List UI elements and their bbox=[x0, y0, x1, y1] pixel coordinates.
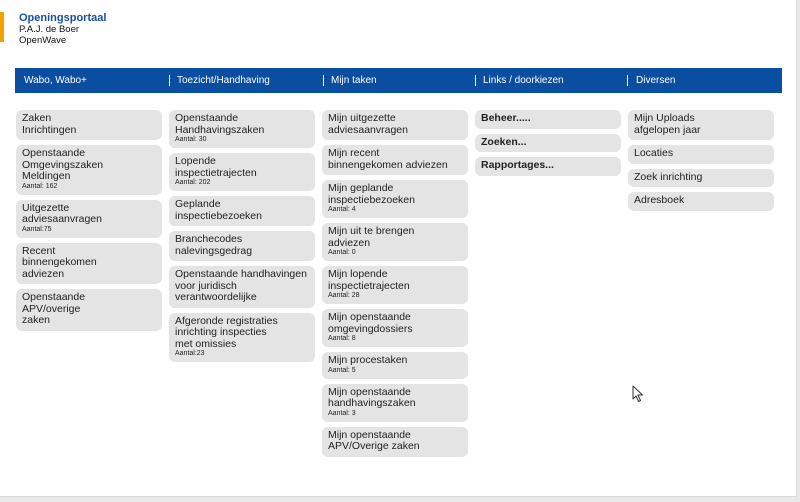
tile-label: Openstaande APV/overige zaken bbox=[22, 291, 86, 326]
portal-tile[interactable] bbox=[628, 110, 774, 140]
tile-label: Mijn uit te brengen adviezen bbox=[328, 225, 415, 249]
tile-label: Mijn lopende inspectietrajecten bbox=[328, 268, 410, 292]
portal-tile[interactable] bbox=[475, 134, 621, 153]
tile-count: Aantal: 202 bbox=[175, 179, 211, 186]
page-header bbox=[19, 12, 106, 46]
tile-count: Aantal:75 bbox=[22, 225, 52, 233]
portal-tile[interactable] bbox=[169, 266, 315, 308]
nav-tab-toezicht[interactable]: Toezicht/Handhaving bbox=[177, 75, 270, 86]
portal-tile[interactable] bbox=[169, 313, 315, 363]
portal-tile[interactable] bbox=[16, 145, 162, 195]
nav-separator bbox=[475, 75, 476, 86]
tile-label: Uitgezette adviesaanvragen bbox=[22, 201, 102, 225]
column-links bbox=[475, 110, 621, 181]
nav-bar bbox=[15, 68, 782, 93]
user-name: P.A.J. de Boer bbox=[19, 24, 80, 35]
tile-label: Lopende inspectietrajecten bbox=[175, 155, 257, 179]
tile-count: Aantal: 4 bbox=[328, 206, 356, 213]
tile-label: Mijn openstaande APV/Overige zaken bbox=[328, 428, 420, 452]
portal-tile[interactable] bbox=[169, 153, 315, 191]
column-mijn-taken bbox=[322, 110, 468, 462]
tile-label: Mijn openstaande omgevingdossiers bbox=[328, 311, 413, 335]
tile-label: Mijn geplande inspectiebezoeken bbox=[328, 182, 415, 206]
portal-tile[interactable] bbox=[169, 196, 315, 226]
portal-tile[interactable] bbox=[322, 145, 468, 175]
tile-label: Branchecodes nalevingsgedrag bbox=[175, 233, 253, 257]
nav-tab-wabo[interactable]: Wabo, Wabo+ bbox=[24, 75, 87, 86]
tile-label: Locaties bbox=[634, 147, 674, 159]
portal-tile[interactable] bbox=[322, 180, 468, 218]
tile-label: Adresboek bbox=[634, 194, 685, 206]
portal-tile[interactable] bbox=[16, 200, 162, 238]
tile-count: Aantal: 162 bbox=[22, 182, 58, 190]
tile-label: Beheer..... bbox=[481, 112, 531, 124]
portal-tile[interactable] bbox=[475, 157, 621, 176]
tile-label: Mijn procestaken bbox=[328, 354, 408, 366]
portal-tile[interactable] bbox=[628, 169, 774, 188]
org-name: OpenWave bbox=[19, 34, 67, 46]
tile-label: Mijn uitgezette adviesaanvragen bbox=[328, 112, 408, 136]
portal-tile[interactable] bbox=[322, 309, 468, 347]
tile-label: Mijn Uploads afgelopen jaar bbox=[634, 112, 701, 136]
mouse-pointer-icon bbox=[632, 385, 644, 403]
portal-tile[interactable] bbox=[322, 427, 468, 457]
tile-label: Openstaande Handhavingszaken bbox=[175, 112, 265, 136]
tile-count: Aantal:23 bbox=[175, 350, 205, 357]
portal-tile[interactable] bbox=[16, 243, 162, 285]
portal-tile[interactable] bbox=[169, 110, 315, 148]
portal-tile[interactable] bbox=[628, 192, 774, 211]
portal-tile[interactable] bbox=[475, 110, 621, 129]
nav-separator bbox=[323, 75, 324, 86]
nav-tab-links[interactable]: Links / doorkiezen bbox=[483, 75, 564, 86]
tile-label: Recent binnengekomen adviezen bbox=[22, 244, 97, 280]
portal-tile[interactable] bbox=[169, 231, 315, 261]
tile-label: Openstaande Omgevingszaken Meldingen bbox=[22, 147, 104, 182]
portal-tile[interactable] bbox=[16, 289, 162, 331]
column-toezicht bbox=[169, 110, 315, 367]
tile-label: Zoek inrichting bbox=[634, 170, 703, 183]
nav-separator bbox=[169, 75, 170, 86]
portal-tile[interactable] bbox=[628, 145, 774, 164]
nav-tab-diversen[interactable]: Diversen bbox=[636, 75, 676, 86]
portal-tile[interactable] bbox=[322, 223, 468, 261]
tile-count: Aantal: 30 bbox=[175, 136, 207, 143]
tile-label: Geplande inspectiebezoeken bbox=[175, 198, 262, 222]
page-title: Openingsportaal bbox=[19, 12, 107, 24]
accent-bar bbox=[0, 12, 4, 42]
tile-count: Aantal: 28 bbox=[328, 292, 360, 299]
tile-count: Aantal: 3 bbox=[328, 409, 356, 417]
tile-label: Mijn openstaande handhavingszaken bbox=[328, 385, 416, 409]
portal-tile[interactable] bbox=[322, 352, 468, 379]
portal-tile[interactable] bbox=[322, 110, 468, 140]
tile-count: Aantal: 5 bbox=[328, 366, 356, 374]
portal-tile[interactable] bbox=[322, 266, 468, 304]
portal-tile[interactable] bbox=[16, 110, 162, 140]
column-wabo bbox=[16, 110, 162, 336]
tile-label: Zoeken... bbox=[481, 135, 527, 148]
tile-label: Openstaande handhavingen voor juridisch verantwoordelijke bbox=[175, 268, 307, 303]
column-diversen bbox=[628, 110, 774, 216]
nav-separator bbox=[627, 75, 628, 86]
tile-count: Aantal: 8 bbox=[328, 335, 356, 342]
tile-count: Aantal: 0 bbox=[328, 249, 356, 256]
tile-label: Afgeronde registraties inrichting inspecties met omissies bbox=[175, 314, 278, 350]
tile-label: Mijn recent binnengekomen adviezen bbox=[328, 147, 448, 171]
portal-tile[interactable] bbox=[322, 384, 468, 422]
tile-label: Zaken Inrichtingen bbox=[22, 112, 77, 136]
nav-tab-mijn-taken[interactable]: Mijn taken bbox=[331, 75, 377, 86]
tile-label: Rapportages... bbox=[481, 159, 554, 171]
